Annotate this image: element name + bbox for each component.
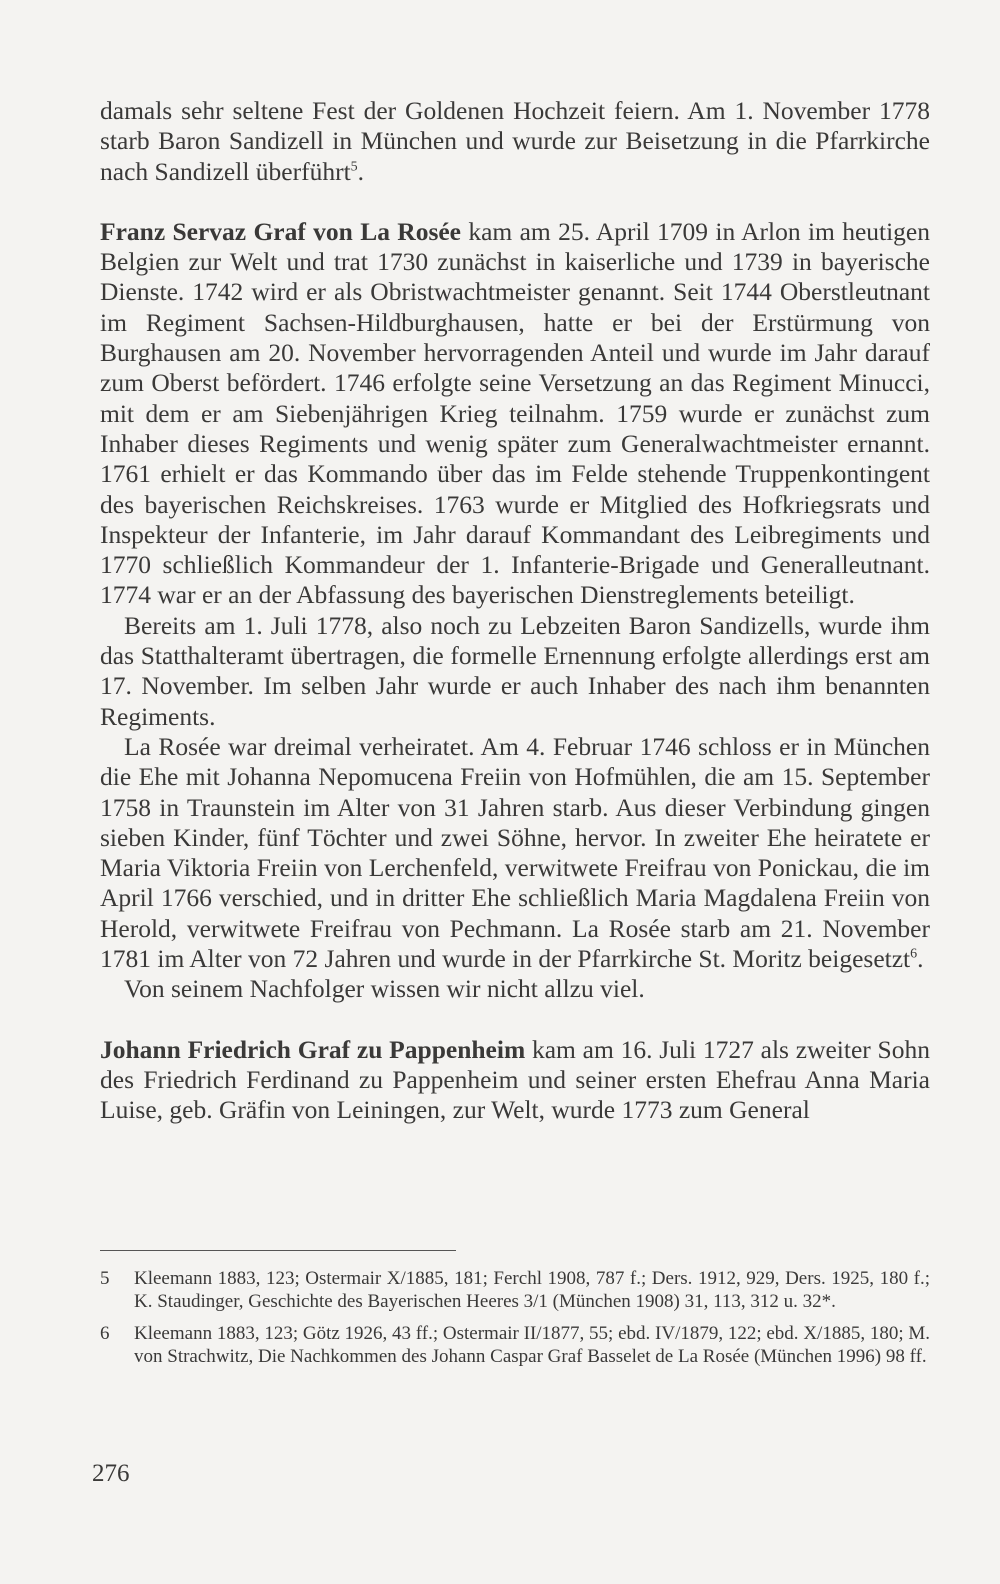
la-rosee-successor: Von seinem Nachfolger wissen wir nicht allzu viel. <box>124 974 645 1004</box>
footnote-number: 6 <box>100 1323 110 1344</box>
footnote-ref-6[interactable]: 6 <box>910 946 918 962</box>
pappenheim-intro <box>100 1035 930 1126</box>
la-rosee-marriages <box>100 732 930 974</box>
page-number: 276 <box>92 1460 130 1487</box>
la-rosee-intro-text: kam am 25. April 1709 in Arlon im heutigen Belgien zur Welt und trat 1730 zunächst in kaiserliche und 1739 in bayerische Dienste. 1742 wird er als Obristwachtmeister genannt. Seit 1744 Oberstleutnant im Regiment Sachsen-Hildburghausen, hatte er bei der Erstürmung von Burghausen am 20. November hervorragenden Anteil und wurde im Jahr darauf zum Oberst befördert. 1746 erfolgte seine Versetzung an das Regiment Minucci, mit dem er am Siebenjährigen Krieg teilnahm. 1759 wurde er zunächst zum Inhaber dieses Regiments und wenig später zum Generalwachtmeister ernannt. 1761 erhielt er das Kommando über das im Felde stehende Truppenkontingent des bayerischen Reichskreises. 1763 wurde er Mitglied des Hofkriegsrats und Inspekteur der Infanterie, im Jahr darauf Kommandant des Leibregiments und 1770 schließlich Kommandeur der 1. Infanterie-Brigade und Generalleutnant. 1774 war er an der Abfassung des bayerischen Dienstreglements beteiligt. <box>100 216 931 610</box>
paragraph-text: damals sehr seltene Fest der Goldenen Hochzeit feiern. Am 1. November 1778 starb Baron Sandizell in München und wurde zur Beisetzung in die Pfarrkirche nach Sandizell überführt <box>100 96 930 186</box>
footnote-5 <box>100 1268 930 1313</box>
pappenheim-intro-text: kam am 16. Juli 1727 als zweiter Sohn des Friedrich Ferdinand zu Pappenheim und seiner ersten Ehefrau Anna Maria Luise, geb. Gräfin von Leiningen, zur Welt, wurde 1773 zum General <box>100 1034 930 1125</box>
footnote-text: Kleemann 1883, 123; Ostermair X/1885, 181; Ferchl 1908, 787 f.; Ders. 1912, 929, Ders. 1925, 180 f.; K. Staudinger, Geschichte des Bayerischen Heeres 3/1 (München 1908) 31, 113, 312 u. 32*. <box>134 1268 930 1312</box>
paragraph-end: . <box>357 156 365 186</box>
footnote-number: 5 <box>100 1268 110 1289</box>
marriages-end: . <box>917 944 924 974</box>
main-text <box>100 96 930 1126</box>
pappenheim-heading: Johann Friedrich Graf zu Pappenheim <box>100 1034 526 1064</box>
paragraph-continuation <box>100 96 930 187</box>
la-rosee-heading: Franz Servaz Graf von La Rosée <box>100 216 462 246</box>
marriages-text: La Rosée war dreimal verheiratet. Am 4. Februar 1746 schloss er in München die Ehe mit Johanna Nepomucena Freiin von Hofmühlen, die am 15. September 1758 in Traunstein im Alter von 31 Jahren starb. Aus dieser Verbindung gingen sieben Kinder, fünf Töchter und zwei Söhne, hervor. In zweiter Ehe heiratete er Maria Viktoria Freiin von Lerchenfeld, verwitwete Freifrau von Ponickau, die im April 1766 verschied, und in dritter Ehe schließlich Maria Magdalena Freiin von Herold, verwitwete Freifrau von Pechmann. La Rosée starb am 21. November 1781 im Alter von 72 Jahren und wurde in der Pfarrkirche St. Moritz beigesetzt <box>100 731 930 974</box>
footnote-rule <box>100 1250 456 1251</box>
footnote-6 <box>100 1323 930 1368</box>
la-rosee-intro <box>100 217 930 611</box>
footnotes <box>100 1268 930 1378</box>
footnote-ref-5[interactable]: 5 <box>350 159 358 175</box>
footnote-text: Kleemann 1883, 123; Götz 1926, 43 ff.; Ostermair II/1877, 55; ebd. IV/1879, 122; ebd. X/1885, 180; M. von Strachwitz, Die Nachkommen des Johann Caspar Graf Basselet de La Rosée (München 1996) 98 ff. <box>134 1323 930 1367</box>
la-rosee-statthalter: Bereits am 1. Juli 1778, also noch zu Lebzeiten Baron Sandizells, wurde ihm das Statthalteramt übertragen, die formelle Ernennung erfolgte allerdings erst am 17. November. Im selben Jahr wurde er auch Inhaber des nach ihm benannten Regiments. <box>100 610 930 731</box>
